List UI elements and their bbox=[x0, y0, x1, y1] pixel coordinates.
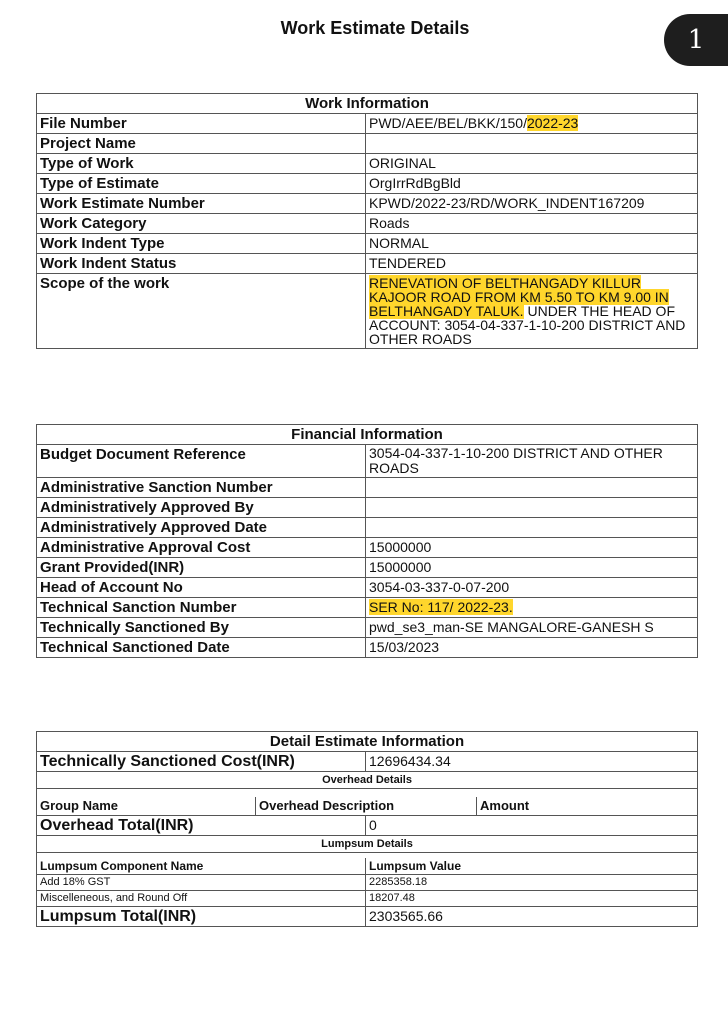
scope-value: RENEVATION OF BELTHANGADY KILLUR KAJOOR ROAD FROM KM 5.50 TO KM 9.00 IN BELTHANGADY TALUK. UNDER THE HEAD OF ACCOUNT: 3054-04-337-1-10-200 DISTRICT AND OTHER ROADS bbox=[366, 274, 698, 349]
ts-cost-label: Technically Sanctioned Cost(INR) bbox=[37, 752, 366, 772]
highlight-mark: 2022-23 bbox=[526, 115, 579, 131]
row-label: Technical Sanction Number bbox=[37, 598, 366, 618]
row-label: Project Name bbox=[37, 134, 366, 154]
table-row bbox=[37, 134, 698, 154]
detail-estimate-table bbox=[36, 731, 698, 927]
row-value: pwd_se3_man-SE MANGALORE-GANESH S bbox=[366, 618, 698, 638]
row-label: Technical Sanctioned Date bbox=[37, 638, 366, 658]
lumpsum-value: 2285358.18 bbox=[366, 875, 698, 891]
row-value bbox=[366, 518, 698, 538]
row-label: Work Indent Status bbox=[37, 254, 366, 274]
table-row bbox=[37, 752, 698, 772]
table-row bbox=[37, 174, 698, 194]
financial-information-header: Financial Information bbox=[37, 425, 698, 445]
row-value: KPWD/2022-23/RD/WORK_INDENT167209 bbox=[366, 194, 698, 214]
table-row bbox=[37, 815, 698, 835]
lumpsum-columns-row bbox=[37, 858, 698, 875]
row-label: Work Estimate Number bbox=[37, 194, 366, 214]
column-header: Lumpsum Value bbox=[366, 858, 698, 875]
row-label: Administratively Approved Date bbox=[37, 518, 366, 538]
table-row bbox=[37, 234, 698, 254]
table-row bbox=[37, 578, 698, 598]
lumpsum-name: Add 18% GST bbox=[37, 875, 366, 891]
row-value bbox=[366, 498, 698, 518]
row-value bbox=[366, 134, 698, 154]
column-header: Overhead Description bbox=[256, 797, 477, 816]
row-value bbox=[366, 598, 698, 618]
row-label: Scope of the work bbox=[37, 274, 366, 349]
page-title: Work Estimate Details bbox=[280, 18, 470, 38]
row-label: Administratively Approved By bbox=[37, 498, 366, 518]
overhead-details-header: Overhead Details bbox=[37, 772, 698, 789]
table-row bbox=[37, 445, 698, 478]
work-information-header: Work Information bbox=[37, 94, 698, 114]
table-row bbox=[37, 638, 698, 658]
highlight-mark: SER No: 117/ 2022-23. bbox=[369, 599, 513, 615]
row-label: Budget Document Reference bbox=[37, 445, 366, 478]
column-header: Group Name bbox=[37, 797, 256, 816]
overhead-total-label: Overhead Total(INR) bbox=[37, 815, 366, 835]
page-number-badge: 1 bbox=[664, 14, 728, 66]
lumpsum-total-value: 2303565.66 bbox=[366, 907, 698, 927]
lumpsum-name: Miscelleneous, and Round Off bbox=[37, 891, 366, 907]
lumpsum-total-label: Lumpsum Total(INR) bbox=[37, 907, 366, 927]
row-label: Type of Estimate bbox=[37, 174, 366, 194]
table-row bbox=[37, 114, 698, 134]
spacer bbox=[37, 789, 698, 797]
table-row bbox=[37, 891, 698, 907]
overhead-columns-row bbox=[37, 797, 698, 816]
table-row bbox=[37, 518, 698, 538]
table-row bbox=[37, 618, 698, 638]
file-number-value: PWD/AEE/BEL/BKK/150/2022-23 bbox=[366, 114, 698, 134]
lumpsum-details-header: Lumpsum Details bbox=[37, 835, 698, 852]
work-information-table bbox=[36, 93, 698, 349]
row-label: Work Category bbox=[37, 214, 366, 234]
table-row bbox=[37, 538, 698, 558]
row-label: Head of Account No bbox=[37, 578, 366, 598]
row-value: 15/03/2023 bbox=[366, 638, 698, 658]
table-row bbox=[37, 558, 698, 578]
row-value: 3054-03-337-0-07-200 bbox=[366, 578, 698, 598]
column-header: Lumpsum Component Name bbox=[37, 858, 366, 875]
table-row bbox=[37, 875, 698, 891]
row-label: Technically Sanctioned By bbox=[37, 618, 366, 638]
row-label: Administrative Sanction Number bbox=[37, 478, 366, 498]
table-row bbox=[37, 598, 698, 618]
table-row bbox=[37, 254, 698, 274]
table-row bbox=[37, 274, 698, 349]
row-value: OrgIrrRdBgBld bbox=[366, 174, 698, 194]
overhead-total-value: 0 bbox=[366, 815, 698, 835]
row-label: File Number bbox=[37, 114, 366, 134]
table-row bbox=[37, 154, 698, 174]
lumpsum-value: 18207.48 bbox=[366, 891, 698, 907]
row-value: 15000000 bbox=[366, 538, 698, 558]
financial-information-table bbox=[36, 424, 698, 658]
row-label: Work Indent Type bbox=[37, 234, 366, 254]
row-value: 15000000 bbox=[366, 558, 698, 578]
highlight-mark: RENEVATION OF BELTHANGADY KILLUR KAJOOR ROAD FROM KM 5.50 TO KM 9.00 IN BELTHANGADY TALUK. bbox=[369, 275, 669, 319]
table-row bbox=[37, 498, 698, 518]
row-label: Type of Work bbox=[37, 154, 366, 174]
table-row bbox=[37, 194, 698, 214]
column-header: Amount bbox=[477, 797, 698, 816]
row-value: NORMAL bbox=[366, 234, 698, 254]
row-value: ORIGINAL bbox=[366, 154, 698, 174]
row-value: Roads bbox=[366, 214, 698, 234]
table-row bbox=[37, 478, 698, 498]
ts-cost-value: 12696434.34 bbox=[366, 752, 698, 772]
row-label: Administrative Approval Cost bbox=[37, 538, 366, 558]
table-row bbox=[37, 907, 698, 927]
row-value bbox=[366, 478, 698, 498]
row-label: Grant Provided(INR) bbox=[37, 558, 366, 578]
detail-estimate-header: Detail Estimate Information bbox=[37, 732, 698, 752]
table-row bbox=[37, 214, 698, 234]
row-value: 3054-04-337-1-10-200 DISTRICT AND OTHER ROADS bbox=[366, 445, 698, 478]
row-value: TENDERED bbox=[366, 254, 698, 274]
